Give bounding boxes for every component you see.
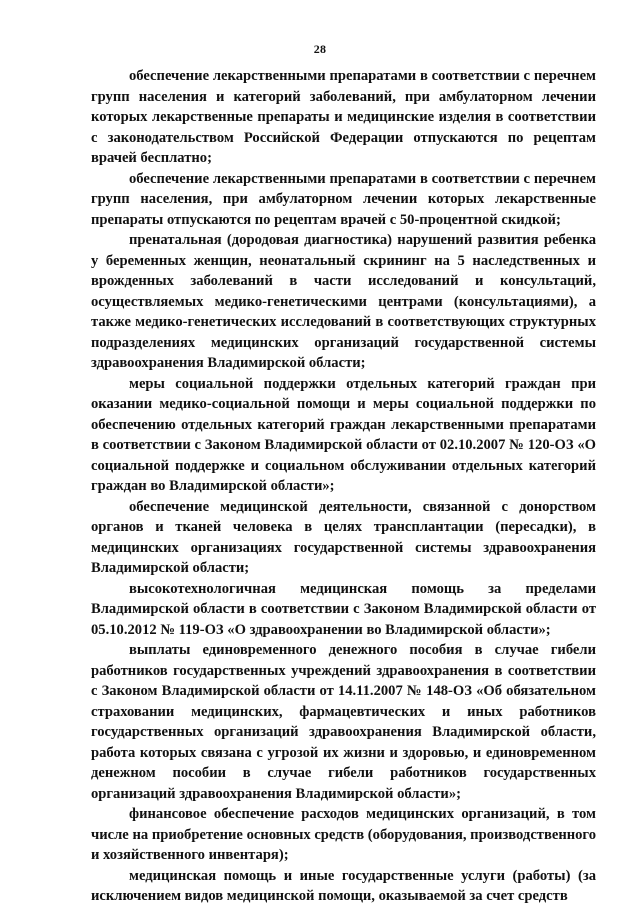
- paragraph-social-support: меры социальной поддержки отдельных категорий граждан при оказании медико-социальной помощи и меры социальной поддержки по обеспечению отдельных категорий граждан лекарственными препаратами в соответствии с Законом Владимирской области от 02.10.2007 № 120-ОЗ «О социальной поддержке и социальном обслуживании отдельных категорий граждан во Владимирской области»;: [91, 375, 596, 494]
- page-number: 28: [313, 42, 327, 56]
- paragraph-death-benefit: выплаты единовременного денежного пособия в случае гибели работников государственных учреждений здравоохранения в соответствии с Законом Владимирской области от 14.11.2007 № 148-ОЗ «Об обязательном страховании медицинских, фармацевтических и иных работников государственных организаций здравоохранения Владимирской области, работа которых связана с угрозой их жизни и здоровью, и единовременном денежном пособии в случае гибели работников государственных организаций здравоохранения Владимирской области»;: [91, 642, 596, 802]
- paragraph-organ-donation: обеспечение медицинской деятельности, связанной с донорством органов и тканей человека в целях трансплантации (пересадки), в медицинских организациях государственной системы здравоохранения Владимирской области;: [91, 498, 596, 576]
- paragraph-discount-drugs: обеспечение лекарственными препаратами в соответствии с перечнем групп населения, при амбулаторном лечении которых лекарственные препараты отпускаются по рецептам врачей с 50-процентной скидкой;: [91, 170, 596, 228]
- paragraph-high-tech-care: высокотехнологичная медицинская помощь за пределами Владимирской области в соответствии с Законом Владимирской области от 05.10.2012 № 119-ОЗ «О здравоохранении во Владимирской области»;: [91, 580, 596, 638]
- paragraph-free-drugs: обеспечение лекарственными препаратами в соответствии с перечнем групп населения и категорий заболеваний, при амбулаторном лечении которых лекарственные препараты и медицинские изделия в соответствии с законодательством Российской Федерации отпускаются по рецептам врачей бесплатно;: [91, 68, 596, 166]
- paragraph-prenatal-diagnostics: пренатальная (дородовая диагностика) нарушений развития ребенка у беременных женщин, неонатальный скрининг на 5 наследственных и врожденных заболеваний в части исследований и консультаций, осуществляемых медико-генетическими центрами (консультациями), а также медико-генетических исследований в соответствующих структурных подразделениях медицинских организаций государственной системы здравоохранения Владимирской области;: [91, 232, 596, 371]
- paragraph-financial-support: финансовое обеспечение расходов медицинских организаций, в том числе на приобретение основных средств (оборудования, производственного и хозяйственного инвентаря);: [91, 806, 596, 863]
- document-body: [91, 66, 596, 907]
- paragraph-medical-services: медицинская помощь и иные государственные услуги (работы) (за исключением видов медицинской помощи, оказываемой за счет средств: [91, 867, 596, 904]
